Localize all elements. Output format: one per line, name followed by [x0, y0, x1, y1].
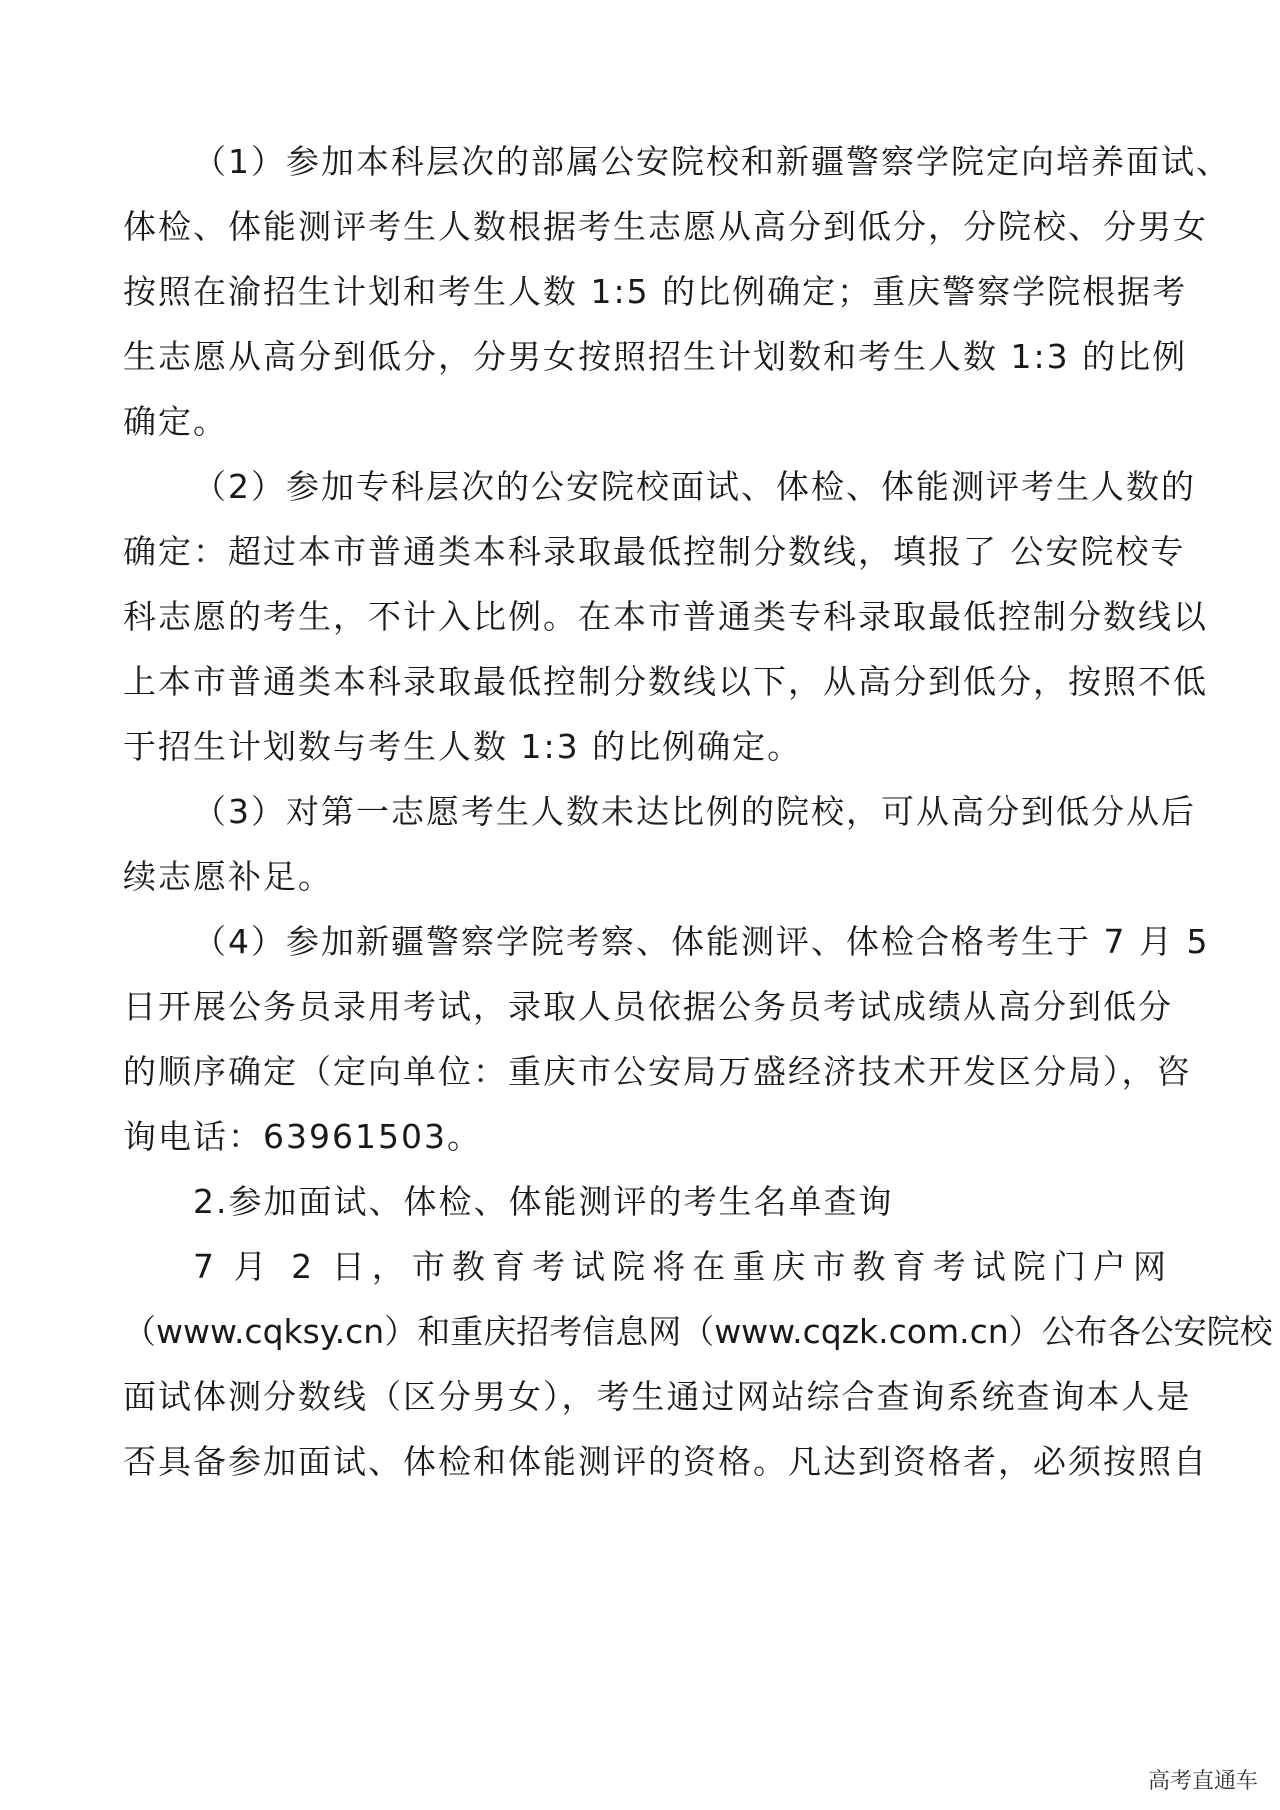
text-line-4: 生志愿从高分到低分，分男女按照招生计划数和考生人数 1:3 的比例	[123, 337, 1188, 376]
text-line-7: 确定：超过本市普通类本科录取最低控制分数线，填报了 公安院校专	[123, 532, 1186, 571]
text-line-15: 的顺序确定（定向单位：重庆市公安局万盛经济技术开发区分局），咨	[123, 1052, 1192, 1091]
text-line-11: （3）对第一志愿考生人数未达比例的院校，可从高分到低分从后	[193, 792, 1196, 831]
text-line-16: 询电话：63961503。	[123, 1117, 482, 1156]
text-line-21: 否具备参加面试、体检和体能测评的资格。凡达到资格者，必须按照自	[123, 1442, 1208, 1481]
text-line-14: 日开展公务员录用考试，录取人员依据公务员考试成绩从高分到低分	[123, 987, 1173, 1026]
text-line-13: （4）参加新疆警察学院考察、体能测评、体检合格考生于 7 月 5	[193, 922, 1210, 961]
watermark-text: 高考直通车	[1147, 1769, 1258, 1794]
text-line-5: 确定。	[123, 402, 228, 441]
text-line-9: 上本市普通类本科录取最低控制分数线以下，从高分到低分，按照不低	[123, 662, 1208, 701]
text-line-18: 7 月 2 日，市教育考试院将在重庆市教育考试院门户网	[193, 1247, 1168, 1286]
text-line-12: 续志愿补足。	[123, 857, 333, 896]
text-line-1: （1）参加本科层次的部属公安院校和新疆警察学院定向培养面试、	[193, 142, 1231, 181]
text-line-20: 面试体测分数线（区分男女），考生通过网站综合查询系统查询本人是	[123, 1377, 1192, 1416]
section-heading: 2.参加面试、体检、体能测评的考生名单查询	[193, 1182, 894, 1221]
text-line-8: 科志愿的考生，不计入比例。在本市普通类专科录取最低控制分数线以	[123, 597, 1208, 636]
text-line-3: 按照在渝招生计划和考生人数 1:5 的比例确定；重庆警察学院根据考	[123, 272, 1188, 311]
text-line-2: 体检、体能测评考生人数根据考生志愿从高分到低分，分院校、分男女	[123, 207, 1208, 246]
text-line-6: （2）参加专科层次的公安院校面试、体检、体能测评考生人数的	[193, 467, 1196, 506]
text-line-10: 于招生计划数与考生人数 1:3 的比例确定。	[123, 727, 803, 766]
text-line-19: （www.cqksy.cn）和重庆招考信息网（www.cqzk.com.cn）公布各公安院校	[123, 1312, 1273, 1351]
